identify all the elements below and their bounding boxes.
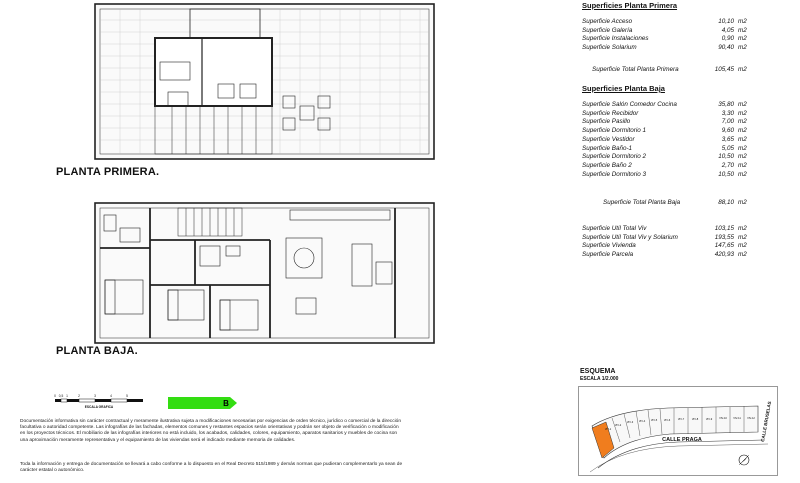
ground-floor-area-label: Superficie Baño 2 <box>582 161 632 169</box>
upper-floor-label: PLANTA PRIMERA. <box>56 166 160 178</box>
ground-floor-area-unit: m2 <box>738 161 747 169</box>
ground-floor-area-value: 2,70 <box>721 161 734 169</box>
disclaimer-paragraph-2: Toda la información y entrega de documentación se llevará a cabo conforme a lo dispuesto en el Real Decreto 515/1989 y demás normas que pudieran complementarlo ya sean de carácter estatal o autonómico. <box>20 462 403 474</box>
lot-label: VIV-11 <box>733 417 741 420</box>
ground-floor-area-unit: m2 <box>738 118 747 126</box>
lot-label: VIV-1 <box>604 428 612 431</box>
first-floor-area-label: Superficie Instalaciones <box>582 35 649 43</box>
floor-plans-drawing <box>0 0 470 360</box>
first-floor-area-row <box>582 26 747 34</box>
lot-label: VIV-3 <box>626 421 634 424</box>
ground-floor-total-label: Superficie Total Planta Baja <box>603 199 681 206</box>
summary-area-row <box>582 242 747 250</box>
energy-rating-letter: B <box>223 399 229 408</box>
ground-floor-area-value: 9,60 <box>721 127 734 135</box>
upper-floor-plan <box>95 4 434 159</box>
esquema-scale: ESCALA 1/2.000 <box>580 376 619 382</box>
ground-floor-area-value: 3,65 <box>721 135 734 143</box>
street-bruselas: CALLE BRUSELAS <box>760 400 773 443</box>
ground-floor-area-label: Superficie Baño-1 <box>582 144 633 152</box>
ground-floor-area-value: 5,05 <box>721 144 734 152</box>
ground-floor-area-unit: m2 <box>738 170 747 178</box>
ground-floor-area-value: 10,50 <box>718 170 734 178</box>
ground-floor-area-value: 7,00 <box>721 118 734 126</box>
scale-tick-label: 2 <box>78 394 80 398</box>
first-floor-area-value: 10,10 <box>718 18 734 25</box>
ground-floor-total-value: 88,10 <box>718 199 734 206</box>
summary-area-unit: m2 <box>738 225 747 232</box>
summary-area-value: 420,93 <box>714 251 734 259</box>
ground-floor-area-row <box>582 161 747 169</box>
ground-floor-area-row <box>582 170 747 178</box>
first-floor-area-label: Superficie Solarium <box>582 44 637 52</box>
summary-area-value: 103,15 <box>714 225 734 232</box>
lot-label: VIV-4 <box>638 420 646 423</box>
first-floor-area-label: Superficie Acceso <box>582 18 633 25</box>
lot-label: VIV-6 <box>663 419 671 422</box>
ground-floor-area-unit: m2 <box>738 135 747 143</box>
ground-floor-area-row <box>582 101 747 108</box>
first-floor-area-unit: m2 <box>738 18 747 25</box>
first-floor-area-unit: m2 <box>738 44 747 52</box>
first-floor-total-value: 105,45 <box>714 66 734 73</box>
scale-bar <box>55 392 165 412</box>
site-plan <box>578 386 778 476</box>
ground-floor-areas-title: Superficies Planta Baja <box>582 84 665 93</box>
esquema-title: ESQUEMA <box>580 368 616 375</box>
lot-label: VIV-9 <box>705 418 713 421</box>
ground-floor-area-unit: m2 <box>738 153 747 161</box>
ground-floor-area-unit: m2 <box>738 101 747 108</box>
ground-floor-area-label: Superficie Dormitorio 1 <box>582 127 647 135</box>
summary-area-label: Superficie Parcela <box>582 251 634 259</box>
ground-floor-total-unit: m2 <box>738 199 747 206</box>
summary-area-unit: m2 <box>738 251 747 259</box>
first-floor-total-label: Superficie Total Planta Primera <box>592 66 679 73</box>
ground-floor-area-value: 10,50 <box>718 153 734 161</box>
summary-area-label: Superficie Util Total Viv <box>582 225 647 232</box>
scale-tick-label: 0 <box>54 394 56 398</box>
scale-tick-label: 5 <box>126 394 128 398</box>
lot-label: VIV-5 <box>650 419 658 422</box>
first-floor-area-label: Superficie Galería <box>582 26 633 34</box>
ground-floor-area-row <box>582 109 747 117</box>
ground-floor-area-row <box>582 135 747 143</box>
ground-floor-area-label: Superficie Recibidor <box>582 109 639 117</box>
summary-area-row <box>582 233 747 241</box>
ground-floor-area-row <box>582 118 747 126</box>
ground-floor-area-unit: m2 <box>738 144 747 152</box>
first-floor-area-value: 4,05 <box>721 26 734 34</box>
summary-area-label: Superficie Util Total Viv y Solarium <box>582 233 678 241</box>
ground-floor-area-unit: m2 <box>738 127 747 135</box>
ground-floor-area-row <box>582 153 747 161</box>
first-floor-area-value: 0,90 <box>721 35 734 43</box>
lower-floor-plan <box>95 203 434 343</box>
summary-area-unit: m2 <box>738 233 747 241</box>
scale-tick-label: 1 <box>66 394 68 398</box>
ground-floor-area-label: Superficie Dormitorio 3 <box>582 170 647 178</box>
first-floor-total-row <box>592 66 747 73</box>
first-floor-area-unit: m2 <box>738 26 747 34</box>
ground-floor-area-label: Superficie Pasillo <box>582 118 631 126</box>
scale-tick-label: 4 <box>110 394 112 398</box>
ground-floor-total-row <box>603 199 747 206</box>
ground-floor-area-label: Superficie Dormitorio 2 <box>582 153 647 161</box>
first-floor-area-row <box>582 18 747 25</box>
ground-floor-area-label: Superficie Salón Comedor Cocina <box>582 101 677 108</box>
summary-area-value: 193,55 <box>714 233 734 241</box>
lot-label: VIV-10 <box>719 417 727 420</box>
first-floor-area-row <box>582 35 747 43</box>
disclaimer-paragraph-1: Documentación informativa sin carácter contractual y meramente ilustrativa sujeta a modificaciones necesarias por exigencias de orden técnico, jurídico o comercial de la dirección facultativa o autoridad competente. Las infografías de las fachadas, elementos comunes y restantes espacios serán orientativas y podrán ser objeto de verificación o modificación en los proyectos técnicos. El mobiliario de las infografías interiores no está incluido, los acabados, calidades, colores, equipamiento, aparatos sanitarios y muebles de cocina son una aproximación meramente representativa y el equipamiento de las viviendas será el indicado mediante memoria de calidades. <box>20 419 402 443</box>
energy-rating-arrow <box>168 397 238 409</box>
first-floor-area-row <box>582 44 747 52</box>
lower-floor-label: PLANTA BAJA. <box>56 345 138 357</box>
first-floor-area-unit: m2 <box>738 35 747 43</box>
summary-area-unit: m2 <box>738 242 747 250</box>
ground-floor-area-label: Superficie Vestidor <box>582 135 635 143</box>
summary-area-row <box>582 225 747 232</box>
first-floor-area-value: 90,40 <box>718 44 734 52</box>
ground-floor-area-row <box>582 144 747 152</box>
scale-tick-label: 0,5 <box>58 394 64 398</box>
summary-area-label: Superficie Vivienda <box>582 242 636 250</box>
summary-area-value: 147,65 <box>714 242 734 250</box>
ground-floor-area-value: 35,80 <box>718 101 734 108</box>
lot-label: VIV-8 <box>691 418 699 421</box>
first-floor-total-unit: m2 <box>738 66 747 73</box>
scale-tick-label: 3 <box>94 394 96 398</box>
summary-area-row <box>582 251 747 259</box>
first-floor-areas-title: Superficies Planta Primera <box>582 1 678 10</box>
ground-floor-area-unit: m2 <box>738 109 747 117</box>
scale-bar-caption: ESCALA GRAFICA <box>84 405 114 409</box>
ground-floor-area-value: 3,30 <box>721 109 734 117</box>
lot-label: VIV-12 <box>747 417 755 420</box>
lot-label: VIV-7 <box>677 418 685 421</box>
ground-floor-area-row <box>582 127 747 135</box>
street-praga: CALLE PRAGA <box>662 437 702 443</box>
lot-label: VIV-2 <box>614 424 622 427</box>
